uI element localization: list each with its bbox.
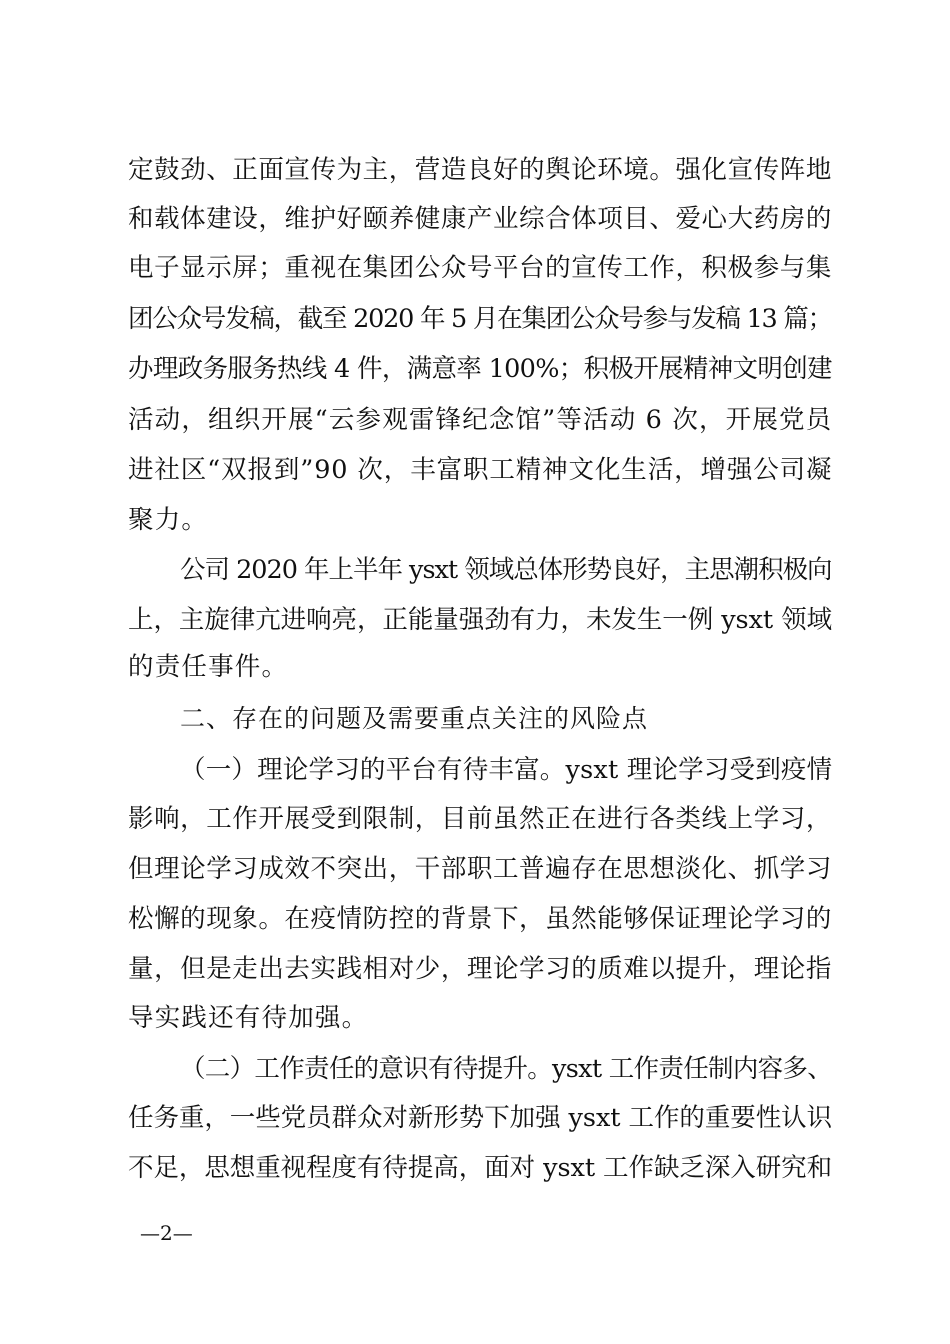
paragraph-line: 办理政务服务热线 4 件，满意率 100%；积极开展精神文明创建 bbox=[128, 354, 832, 384]
paragraph-line: 不足，思想重视程度有待提高，面对 ysxt 工作缺乏深入研究和 bbox=[128, 1153, 833, 1183]
paragraph-line: 的责任事件。 bbox=[128, 652, 289, 682]
paragraph-line: 公司 2020 年上半年 ysxt 领域总体形势良好，主思潮积极向 bbox=[180, 555, 832, 585]
paragraph-line: 团公众号发稿，截至 2020 年 5 月在集团公众号参与发稿 13 篇； bbox=[128, 304, 832, 334]
paragraph-line: 影响，工作开展受到限制，目前虽然正在进行各类线上学习， bbox=[128, 804, 832, 834]
paragraph-line: 进社区“双报到”90 次，丰富职工精神文化生活，增强公司凝 bbox=[128, 455, 833, 485]
paragraph-line: 任务重，一些党员群众对新形势下加强 ysxt 工作的重要性认识 bbox=[128, 1103, 833, 1133]
page-number: —2— bbox=[140, 1221, 193, 1245]
paragraph-line: 量，但是走出去实践相对少，理论学习的质难以提升，理论指 bbox=[128, 954, 832, 984]
paragraph-line: （一）理论学习的平台有待丰富。ysxt 理论学习受到疫情 bbox=[180, 755, 833, 785]
paragraph-line: 但理论学习成效不突出，干部职工普遍存在思想淡化、抓学习 bbox=[128, 854, 832, 884]
paragraph-line: 定鼓劲、正面宣传为主，营造良好的舆论环境。强化宣传阵地 bbox=[128, 155, 832, 185]
paragraph-line: 松懈的现象。在疫情防控的背景下，虽然能够保证理论学习的 bbox=[128, 904, 832, 934]
section-heading: 二、存在的问题及需要重点关注的风险点 bbox=[180, 704, 649, 733]
paragraph-line: 和载体建设，维护好颐养健康产业综合体项目、爱心大药房的 bbox=[128, 204, 832, 234]
paragraph-line: 导实践还有待加强。 bbox=[128, 1003, 369, 1033]
paragraph-line: 聚力。 bbox=[128, 505, 209, 535]
paragraph-line: 活动，组织开展“云参观雷锋纪念馆”等活动 6 次，开展党员 bbox=[128, 405, 833, 435]
paragraph-line: 上，主旋律亢进响亮，正能量强劲有力，未发生一例 ysxt 领域 bbox=[128, 605, 833, 635]
paragraph-line: （二）工作责任的意识有待提升。ysxt 工作责任制内容多、 bbox=[180, 1054, 833, 1084]
paragraph-line: 电子显示屏；重视在集团公众号平台的宣传工作，积极参与集 bbox=[128, 253, 832, 283]
